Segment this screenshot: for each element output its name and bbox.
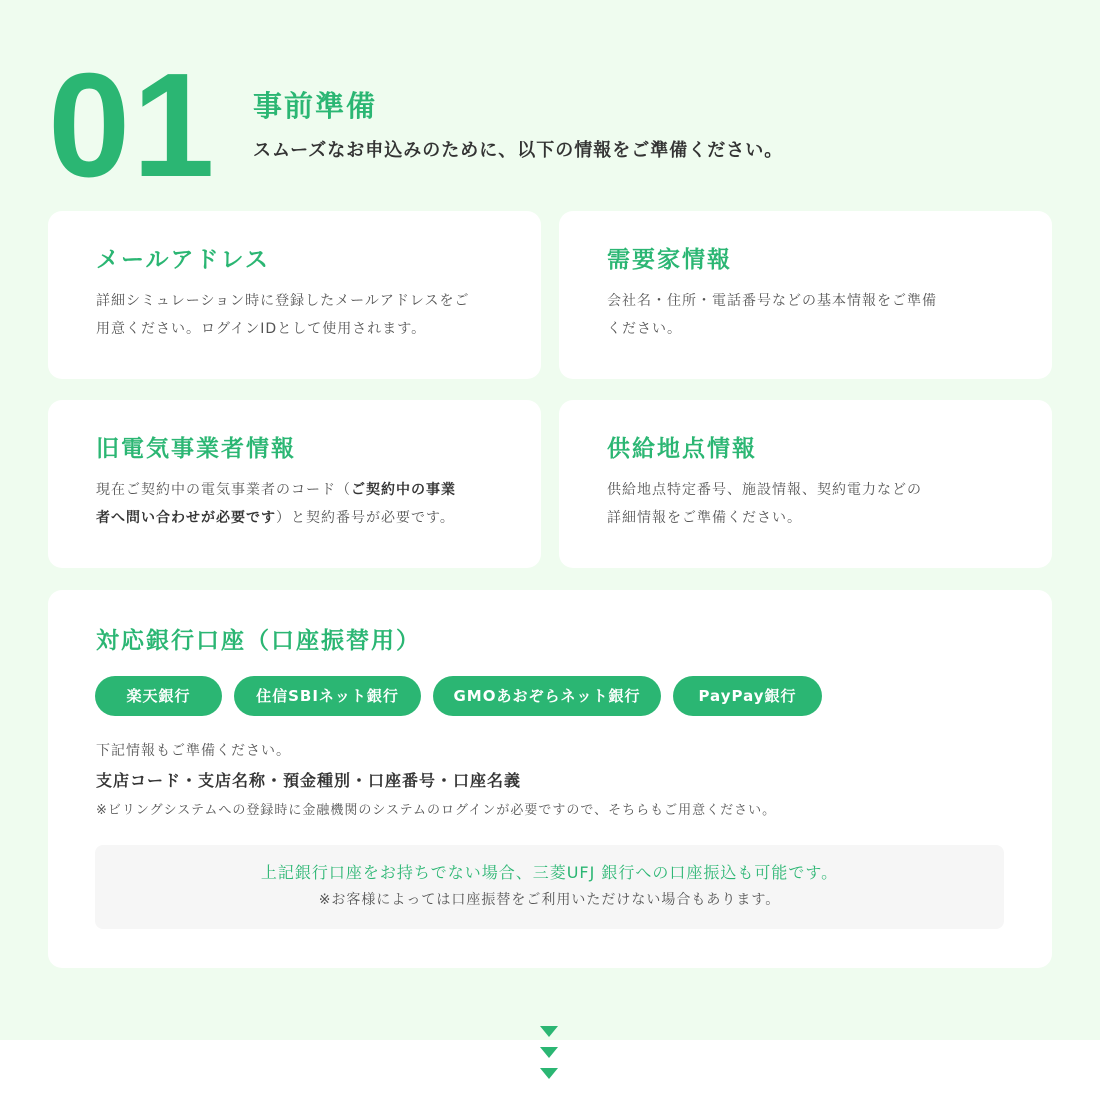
card-body-line	[96, 476, 516, 504]
alternative-payment-box	[95, 845, 1004, 929]
card-body-line: 供給地点特定番号、施設情報、契約電力などの	[607, 482, 922, 498]
card-body	[607, 476, 1027, 532]
step-number: 01	[48, 43, 217, 208]
card-body-line: 会社名・住所・電話番号などの基本情報をご準備	[607, 293, 937, 309]
card-body	[96, 476, 516, 532]
card-body-line: 詳細シミュレーション時に登録したメールアドレスをご	[96, 293, 470, 309]
card-title: 供給地点情報	[607, 436, 757, 462]
bank-note: 下記情報もご準備ください。	[96, 743, 291, 759]
chevron-down-icon	[540, 1068, 558, 1079]
bank-login-note: ※ビリングシステムへの登録時に金融機関のシステムのログインが必要ですので、そちらもご用意ください。	[96, 803, 777, 818]
card-title: 需要家情報	[607, 247, 732, 273]
card-body	[607, 287, 1027, 343]
bank-badge-rakuten: 楽天銀行	[95, 676, 222, 716]
card-email	[48, 211, 541, 379]
chevron-down-icon	[540, 1047, 558, 1058]
alternative-payment-note: ※お客様によっては口座振替をご利用いただけない場合もあります。	[318, 892, 781, 908]
card-body-emphasis: 者へ問い合わせが必要です	[96, 510, 276, 526]
card-customer-info	[559, 211, 1052, 379]
card-body-text: ）と契約番号が必要です。	[276, 510, 455, 526]
card-body-line: 詳細情報をご準備ください。	[607, 510, 802, 526]
card-body-emphasis: ご契約中の事業	[351, 482, 456, 498]
step-title: 事前準備	[253, 89, 378, 123]
bank-badge-paypay: PayPay銀行	[673, 676, 822, 716]
card-body-line: ください。	[607, 321, 682, 337]
card-bank-accounts	[48, 590, 1052, 968]
card-title: 旧電気事業者情報	[96, 436, 296, 462]
card-title: 対応銀行口座（口座振替用）	[96, 628, 421, 654]
card-body	[96, 287, 516, 343]
card-title: メールアドレス	[96, 247, 270, 273]
card-supply-point	[559, 400, 1052, 568]
card-previous-provider	[48, 400, 541, 568]
bank-required-fields: 支店コード・支店名称・預金種別・口座番号・口座名義	[96, 771, 522, 790]
chevron-down-icon	[540, 1026, 558, 1037]
bank-badge-gmo-aozora: GMOあおぞらネット銀行	[433, 676, 661, 716]
card-body-text: 現在ご契約中の電気事業者のコード（	[96, 482, 351, 498]
card-body-line: 用意ください。ログインIDとして使用されます。	[96, 321, 427, 337]
step-subtitle: スムーズなお申込みのために、以下の情報をご準備ください。	[253, 140, 784, 161]
alternative-payment-text: 上記銀行口座をお持ちでない場合、三菱UFJ 銀行への口座振込も可能です。	[260, 863, 839, 882]
bank-badge-sbi: 住信SBIネット銀行	[234, 676, 421, 716]
card-body-line	[96, 504, 516, 532]
